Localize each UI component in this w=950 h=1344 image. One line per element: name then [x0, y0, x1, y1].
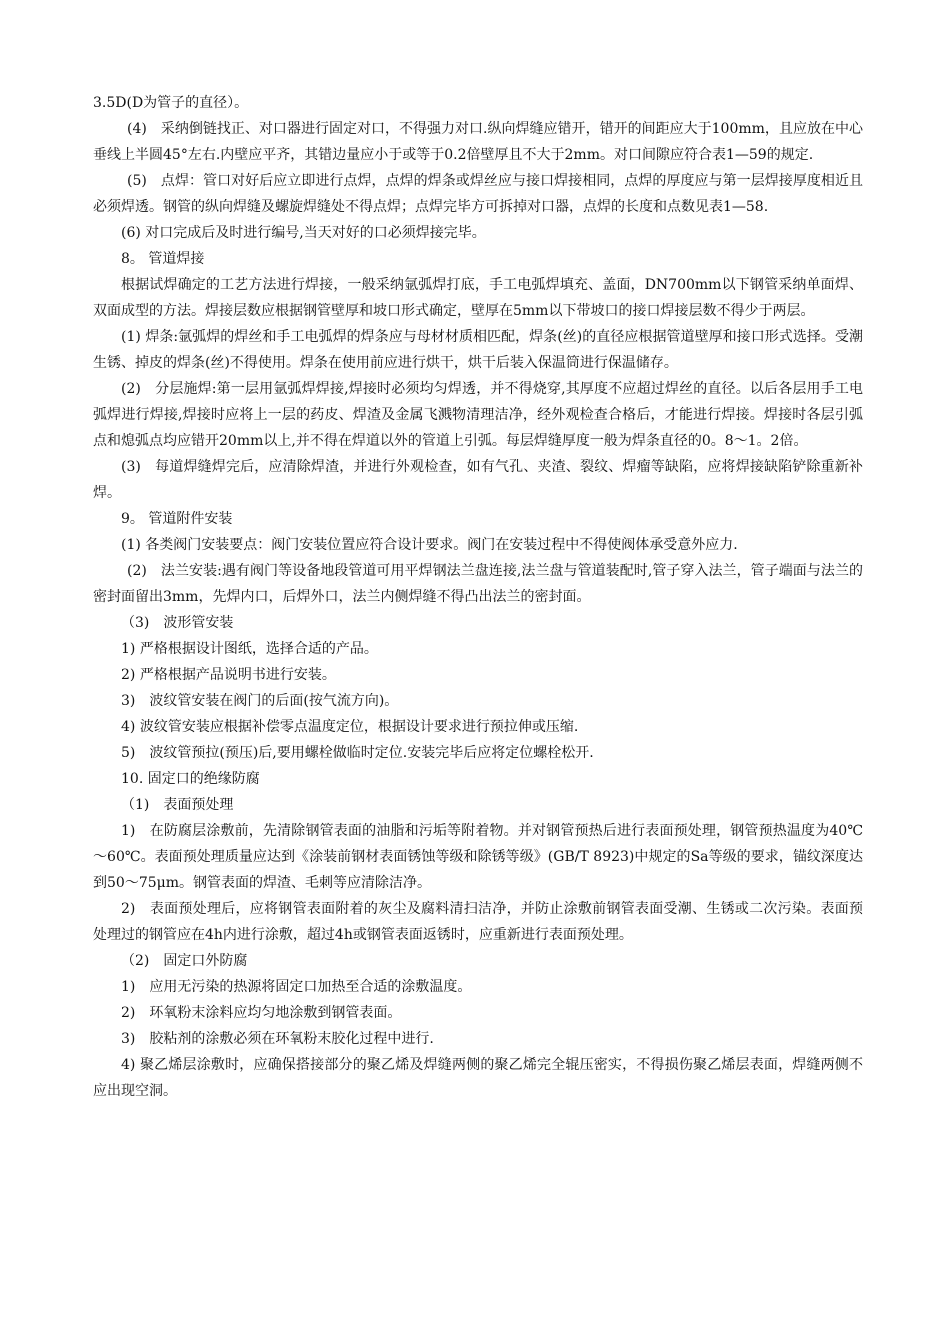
paragraph: 1) 在防腐层涂敷前，先清除钢管表面的油脂和污垢等附着物。并对钢管预热后进行表面预处理，钢管预热温度为40℃～60℃。表面预处理质量应达到《涂装前钢材表面锈蚀等级和除锈等级》(GB/T 8923)中规定的Sa等级的要求，锚纹深度达到50～75μm。钢管表面的焊渣、毛刺等应清除洁净。: [93, 823, 863, 891]
paragraph: 2) 环氧粉末涂料应均匀地涂敷到钢管表面。: [121, 1005, 402, 1021]
paragraph: 3.5D(D为管子的直径）。: [93, 95, 249, 111]
paragraph: 3) 波纹管安装在阀门的后面(按气流方向)。: [121, 693, 399, 709]
paragraph: 5) 波纹管预拉(预压)后,要用螺栓做临时定位.安装完毕后应将定位螺栓松开.: [121, 745, 594, 761]
paragraph: (1) 焊条:氩弧焊的焊丝和手工电弧焊的焊条应与母材材质相匹配，焊条(丝)的直径应根据管道壁厚和接口形式选择。受潮生锈、掉皮的焊条(丝)不得使用。焊条在使用前应进行烘干，烘干后装入保温筒进行保温储存。: [93, 329, 863, 371]
paragraph: (2) 分层施焊:第一层用氩弧焊焊接,焊接时必须均匀焊透，并不得烧穿,其厚度不应超过焊丝的直径。以后各层用手工电弧焊进行焊接,焊接时应将上一层的药皮、焊渣及金属飞溅物清理洁净，经外观检查合格后，才能进行焊接。焊接时各层引弧点和熄弧点均应错开20mm以上,并不得在焊道以外的管道上引弧。每层焊缝厚度一般为焊条直径的0。8～1。2倍。: [93, 381, 863, 449]
paragraph: 2) 表面预处理后，应将钢管表面附着的灰尘及腐料清扫洁净，并防止涂敷前钢管表面受潮、生锈或二次污染。表面预处理过的钢管应在4h内进行涂敷，超过4h或钢管表面返锈时，应重新进行表面预处理。: [93, 901, 863, 943]
paragraph: 9。 管道附件安装: [121, 511, 233, 527]
document-page: [93, 90, 863, 1104]
paragraph: 3) 胶粘剂的涂敷必须在环氧粉末胶化过程中进行.: [121, 1031, 434, 1047]
paragraph: 根据试焊确定的工艺方法进行焊接，一般采纳氩弧焊打底，手工电弧焊填充、盖面，DN700mm以下钢管采纳单面焊、双面成型的方法。焊接层数应根据钢管壁厚和坡口形式确定，壁厚在5mm以下带坡口的接口焊接层数不得少于两层。: [93, 277, 863, 319]
paragraph: (4) 采纳倒链找正、对口器进行固定对口，不得强力对口.纵向焊缝应错开，错开的间距应大于100mm，且应放在中心垂线上半圆45°左右.内壁应平齐，其错边量应小于或等于0.2倍壁厚且不大于2mm。对口间隙应符合表1—59的规定.: [93, 121, 863, 163]
paragraph: (3) 每道焊缝焊完后，应清除焊渣，并进行外观检查，如有气孔、夹渣、裂纹、焊瘤等缺陷，应将焊接缺陷铲除重新补焊。: [93, 459, 863, 501]
paragraph: 2) 严格根据产品说明书进行安装。: [121, 667, 336, 683]
paragraph: 8。 管道焊接: [121, 251, 205, 267]
paragraph: （1) 表面预处理: [121, 797, 234, 813]
paragraph: (2) 法兰安装:遇有阀门等设备地段管道可用平焊钢法兰盘连接,法兰盘与管道装配时,管子穿入法兰，管子端面与法兰的密封面留出3mm，先焊内口，后焊外口，法兰内侧焊缝不得凸出法兰的密封面。: [93, 563, 863, 605]
paragraph: （2) 固定口外防腐: [121, 953, 248, 969]
paragraph: 4) 聚乙烯层涂敷时，应确保搭接部分的聚乙烯及焊缝两侧的聚乙烯完全辊压密实，不得损伤聚乙烯层表面，焊缝两侧不应出现空洞。: [93, 1057, 863, 1099]
paragraph: (5) 点焊：管口对好后应立即进行点焊，点焊的焊条或焊丝应与接口焊接相同，点焊的厚度应与第一层焊接厚度相近且必须焊透。钢管的纵向焊缝及螺旋焊缝处不得点焊；点焊完毕方可拆掉对口器，点焊的长度和点数见表1—58.: [93, 173, 863, 215]
paragraph: (6) 对口完成后及时进行编号,当天对好的口必须焊接完毕。: [121, 225, 486, 241]
paragraph: (1) 各类阀门安装要点：阀门安装位置应符合设计要求。阀门在安装过程中不得使阀体承受意外应力.: [121, 537, 738, 553]
paragraph: 1) 严格根据设计图纸，选择合适的产品。: [121, 641, 378, 657]
paragraph: 1) 应用无污染的热源将固定口加热至合适的涂敷温度。: [121, 979, 472, 995]
paragraph: 4) 波纹管安装应根据补偿零点温度定位，根据设计要求进行预拉伸或压缩.: [121, 719, 579, 735]
paragraph: 10. 固定口的绝缘防腐: [121, 771, 260, 787]
paragraph: （3) 波形管安装: [121, 615, 234, 631]
